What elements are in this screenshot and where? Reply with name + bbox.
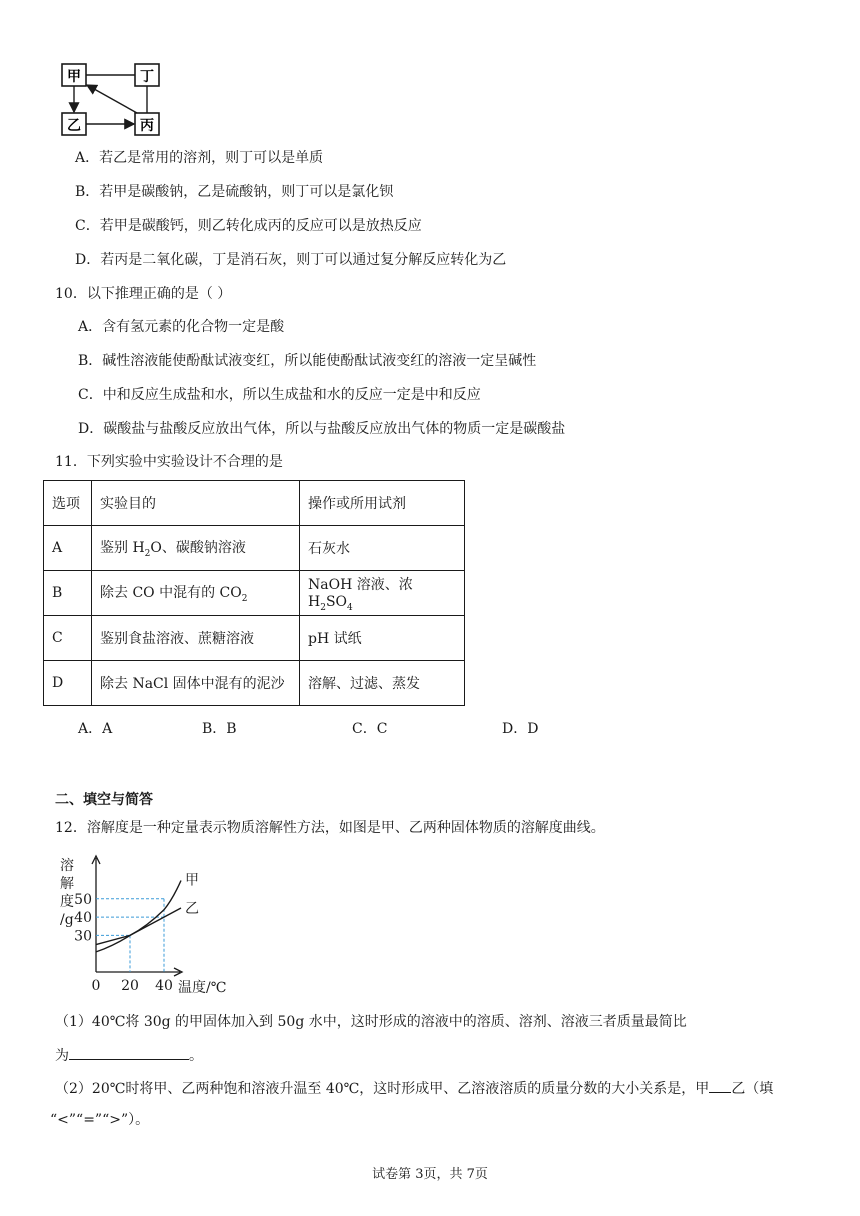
- y-axis-label-char: 溶: [60, 858, 74, 874]
- experiment-table: [43, 480, 465, 706]
- header-reagent: 操作或所用试剂: [300, 481, 465, 526]
- table-row: [44, 661, 465, 706]
- row-purpose: 除去 NaCl 固体中混有的泥沙: [92, 661, 300, 706]
- node-bing: 丙: [140, 118, 154, 134]
- q12-sub2-line2: “<”“=”“>”）。: [50, 1112, 150, 1128]
- y-tick-label: 40: [74, 910, 92, 927]
- q10-option-a: A．含有氢元素的化合物一定是酸: [78, 319, 285, 335]
- q11-choice-d: D．D: [502, 721, 539, 737]
- y-axis-label-char: 解: [60, 876, 74, 892]
- q12-stem: 12．溶解度是一种定量表示物质溶解性方法，如图是甲、乙两种固体物质的溶解度曲线。: [55, 820, 605, 836]
- solubility-chart: [48, 850, 248, 998]
- q12-sub1-line2: 为 。: [55, 1045, 203, 1066]
- table-row: [44, 571, 465, 616]
- q9-option-d: D．若丙是二氧化碳，丁是消石灰，则丁可以通过复分解反应转化为乙: [75, 252, 507, 268]
- q11-choice-b: B．B: [202, 721, 237, 737]
- page-footer: 试卷第 3页，共 7页: [372, 1167, 488, 1182]
- header-purpose: 实验目的: [92, 481, 300, 526]
- row-reagent: 溶解、过滤、蒸发: [300, 661, 465, 706]
- x-axis-label: 温度/℃: [178, 980, 227, 996]
- row-option: C: [44, 616, 92, 661]
- q12-sub2-line1: （2）20℃时将甲、乙两种饱和溶液升温至 40℃，这时形成甲、乙溶液溶质的质量分数的大小关系是，甲 乙（填: [55, 1078, 773, 1099]
- q9-option-b: B．若甲是碳酸钠，乙是硫酸钠，则丁可以是氯化钡: [75, 184, 394, 200]
- node-jia: 甲: [67, 69, 81, 85]
- y-axis-label-char: /g: [60, 912, 74, 928]
- q10-option-d: D．碳酸盐与盐酸反应放出气体，所以与盐酸反应放出气体的物质一定是碳酸盐: [78, 421, 566, 437]
- row-purpose: 除去 CO 中混有的 $CO_2$: [92, 571, 300, 616]
- section-title: 二、填空与简答: [55, 792, 153, 808]
- header-option: 选项: [44, 481, 92, 526]
- q9-option-a: A．若乙是常用的溶剂，则丁可以是单质: [75, 150, 324, 166]
- relation-diagram: [55, 58, 170, 138]
- table-row: [44, 616, 465, 661]
- node-ding: 丁: [140, 69, 154, 85]
- x-tick-label: 20: [121, 978, 139, 994]
- y-axis-label-char: 度: [60, 894, 74, 910]
- table-header-row: [44, 481, 465, 526]
- row-option: D: [44, 661, 92, 706]
- y-tick-label: 50: [74, 891, 92, 908]
- q10-stem: 10．以下推理正确的是（ ）: [55, 286, 232, 302]
- x-tick-label: 0: [91, 978, 101, 994]
- node-yi: 乙: [67, 118, 81, 134]
- row-reagent: 石灰水: [300, 526, 465, 571]
- q12-sub1-line1: （1）40℃将 30g 的甲固体加入到 50g 水中，这时形成的溶液中的溶质、溶剂、溶液三者质量最简比: [55, 1014, 687, 1030]
- q11-choice-c: C．C: [352, 721, 388, 737]
- row-option: A: [44, 526, 92, 571]
- answer-blank-2[interactable]: [709, 1078, 731, 1093]
- row-purpose: 鉴别食盐溶液、蔗糖溶液: [92, 616, 300, 661]
- q11-choice-a: A．A: [78, 721, 113, 737]
- row-reagent: pH 试纸: [300, 616, 465, 661]
- y-tick-label: 30: [74, 928, 92, 945]
- series-line-yi: [96, 908, 181, 945]
- x-tick-label: 40: [155, 978, 173, 994]
- answer-blank-1[interactable]: [69, 1045, 189, 1060]
- q11-stem: 11．下列实验中实验设计不合理的是: [55, 454, 283, 470]
- row-reagent: NaOH 溶液、浓 $H_2SO_4$: [300, 571, 465, 616]
- row-purpose: 鉴别 $H_2O$、碳酸钠溶液: [92, 526, 300, 571]
- q9-option-c: C．若甲是碳酸钙，则乙转化成丙的反应可以是放热反应: [75, 218, 422, 234]
- q10-option-b: B．碱性溶液能使酚酞试液变红，所以能使酚酞试液变红的溶液一定呈碱性: [78, 353, 537, 369]
- table-row: [44, 526, 465, 571]
- row-option: B: [44, 571, 92, 616]
- series-label: 甲: [185, 872, 199, 889]
- series-label: 乙: [185, 900, 199, 917]
- q10-option-c: C．中和反应生成盐和水，所以生成盐和水的反应一定是中和反应: [78, 387, 481, 403]
